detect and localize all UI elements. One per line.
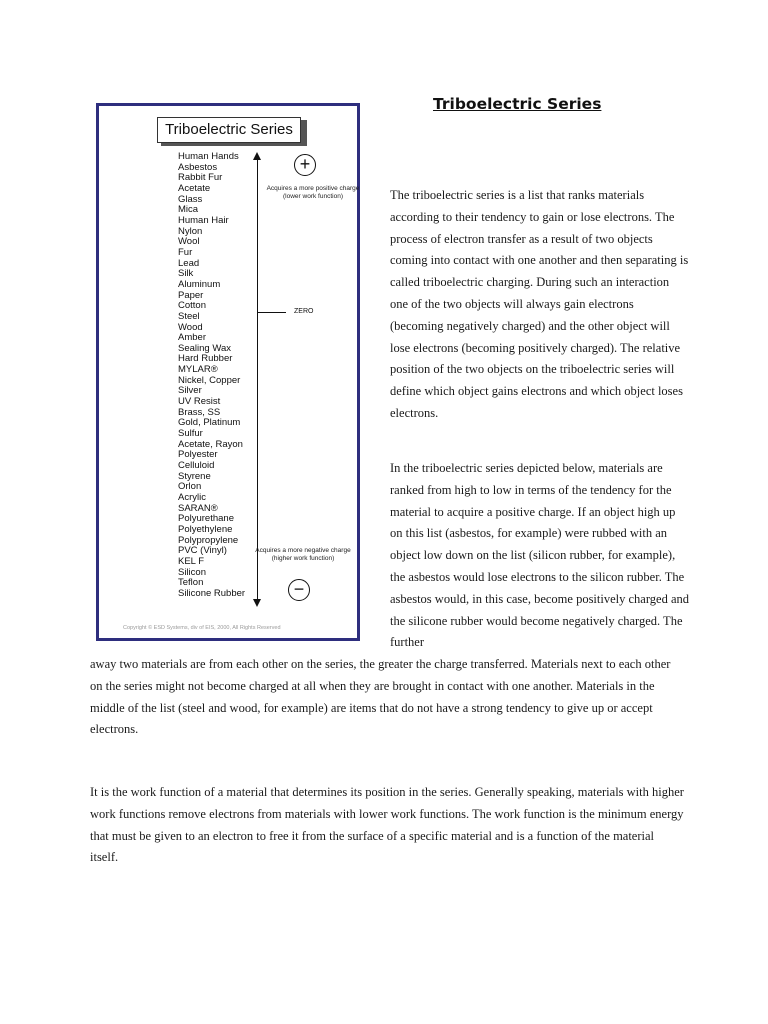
material-item: Acetate <box>178 182 211 194</box>
zero-label: ZERO <box>294 308 314 315</box>
material-item: Acrylic <box>178 492 206 503</box>
material-item: Fur <box>178 246 193 258</box>
material-item: Silk <box>178 268 194 280</box>
arrow-down-icon <box>253 599 261 607</box>
zero-tick <box>258 312 286 313</box>
material-item: Wood <box>178 321 203 333</box>
positive-charge-note: Acquires a more positive charge (lower work function) <box>266 185 360 200</box>
material-item: Cotton <box>178 300 206 312</box>
minus-circle-icon: − <box>288 579 310 601</box>
material-item: Acetate, Rayon <box>178 438 243 450</box>
material-item: Orlon <box>178 481 202 493</box>
material-item: Asbestos <box>178 161 218 173</box>
material-item: Polypropylene <box>178 534 239 546</box>
material-item: Teflon <box>178 577 204 589</box>
material-item: PVC (Vinyl) <box>178 545 227 557</box>
material-item: Silicon <box>178 566 206 578</box>
triboelectric-series-figure <box>96 103 360 641</box>
figure-title: Triboelectric Series <box>157 117 301 143</box>
material-item: Lead <box>178 257 200 269</box>
material-item: UV Resist <box>178 396 221 408</box>
material-item: Sealing Wax <box>178 342 231 354</box>
material-item: Amber <box>178 332 206 344</box>
material-item: Gold, Platinum <box>178 417 241 429</box>
material-item: Brass, SS <box>178 406 221 418</box>
material-item: Aluminum <box>178 278 221 290</box>
material-item: Polyethylene <box>178 523 233 535</box>
material-item: Polyurethane <box>178 513 234 525</box>
material-item: Sulfur <box>178 428 203 440</box>
page-title: Triboelectric Series <box>433 95 602 113</box>
negative-charge-note: Acquires a more negative charge (higher work function) <box>255 547 351 562</box>
material-item: MYLAR® <box>178 364 218 376</box>
material-item: Mica <box>178 204 199 216</box>
material-item: Paper <box>178 289 204 301</box>
figure-copyright: Copyright © ESD Systems, div of EIS, 2000, All Rights Reserved <box>123 625 281 631</box>
material-item: Glass <box>178 193 203 205</box>
material-item: Silver <box>178 385 202 397</box>
material-item: Polyester <box>178 449 218 461</box>
paragraph-series-explained-part2: away two materials are from each other on the series, the greater the charge transferred. Materials next to each other on the series might not become charged at all when they are brought in contact with one another. Materials in the middle of the list (steel and wood, for example) are items that do not have a strong tendency to give up or accept electrons. <box>90 657 671 737</box>
material-item: Rabbit Fur <box>178 172 223 184</box>
material-item: Silicone Rubber <box>178 587 246 599</box>
paragraph-intro: The triboelectric series is a list that ranks materials according to their tendency to gain or lose electrons. The process of electron transfer as a result of two objects coming into contact with one another and then separating is called triboelectric charging. During such an interaction one of the two objects will always gain electrons (becoming negatively charged) and the other object will lose electrons (becoming positively charged). The relative position of the two objects on the triboelectric series will define which object gains electrons and which object loses electrons. <box>390 188 689 420</box>
paragraph-series-explained-part1: In the triboelectric series depicted below, materials are ranked from high to low in terms of the tendency for the material to acquire a positive charge. If an object high up on this list (asbestos, for example) were rubbed with an object low down on the list (silicon rubber, for example), the asbestos would lose electrons to the silicon rubber. The asbestos would, in this case, become positively charged and the silicone rubber would become negatively charged. The further <box>390 461 690 650</box>
material-item: Human Hair <box>178 214 229 226</box>
series-axis-line <box>257 159 258 599</box>
material-item: Wool <box>178 236 200 248</box>
material-item: Hard Rubber <box>178 353 233 365</box>
paragraph-work-function: It is the work function of a material that determines its position in the series. Generally speaking, materials with higher work functions remove electrons from materials with lower work functions. The work function is the minimum energy that must be given to an electron to free it from the surface of a specific material and is a function of the material itself. <box>90 785 684 865</box>
material-item: KEL F <box>178 555 205 567</box>
material-item: Nickel, Copper <box>178 374 241 386</box>
material-item: Celluloid <box>178 460 215 472</box>
material-item: Nylon <box>178 225 203 237</box>
materials-list <box>178 152 245 600</box>
material-item: Styrene <box>178 470 211 482</box>
material-item: Human Hands <box>178 151 239 162</box>
material-item: SARAN® <box>178 502 218 514</box>
material-item: Steel <box>178 310 200 322</box>
plus-circle-icon: + <box>294 154 316 176</box>
